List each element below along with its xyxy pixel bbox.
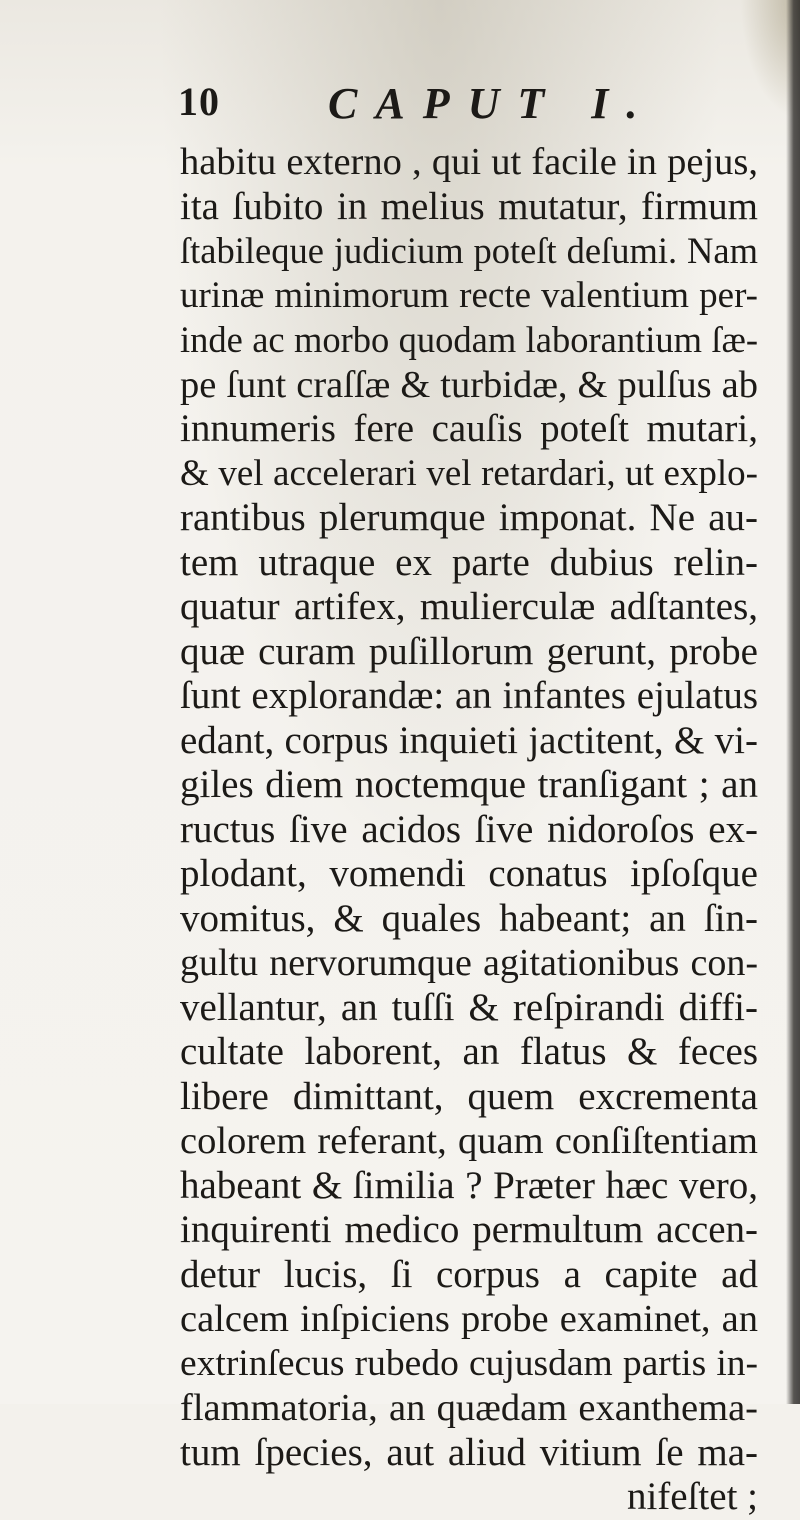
text-line: cultate laborent, an flatus & feces	[180, 1030, 758, 1073]
text-line: habeant & ſimilia ? Præter hæc vero,	[180, 1163, 758, 1207]
text-line: giles diem noctemque tranſigant ; an	[180, 763, 758, 806]
text-line: plodant, vomendi conatus ipſoſque	[180, 852, 758, 895]
text-line: ita ſubito in melius mutatur, firmum	[180, 184, 758, 228]
text-line: calcem inſpiciens probe examinet, an	[180, 1298, 758, 1340]
text-line: ructus ſive acidos ſive nidoroſos ex-	[180, 807, 758, 851]
text-line: & vel accelerari vel retardari, ut explo-	[180, 452, 758, 494]
text-line: inquirenti medico permultum accen-	[180, 1208, 758, 1251]
text-line: urinæ minimorum recte valentium per-	[180, 274, 758, 316]
text-line: gultu nervorumque agitationibus con-	[180, 942, 758, 984]
page-number: 10	[178, 79, 220, 124]
text-line: detur lucis, ſi corpus a capite ad	[180, 1252, 758, 1296]
text-line: nifeſtet ;	[626, 1475, 758, 1518]
text-line: quæ curam puſillorum gerunt, probe	[180, 629, 758, 673]
text-line: inde ac morbo quodam laborantium ſæ-	[180, 319, 758, 360]
page-edge-shadow	[786, 0, 800, 1404]
text-line: rantibus plerumque imponat. Ne au-	[180, 496, 758, 539]
text-line: colorem referant, quam conſiſtentiam	[180, 1120, 758, 1162]
text-line: libere dimittant, quem excrementa	[180, 1074, 758, 1118]
text-line: habitu externo , qui ut facile in pejus,	[180, 141, 758, 183]
text-line: vellantur, an tuſſi & reſpirandi diffi-	[180, 985, 758, 1029]
text-line: flammatoria, an quædam exanthema-	[180, 1387, 758, 1429]
text-line: tum ſpecies, aut aliud vitium ſe ma-	[180, 1430, 758, 1474]
text-line: ſtabileque judicium poteſt deſumi. Nam	[180, 230, 758, 271]
chapter-title: CAPUT I.	[328, 79, 656, 128]
running-head	[178, 78, 758, 128]
text-line: vomitus, & quales habeant; an ſin-	[180, 896, 758, 940]
text-line: tem utraque ex parte dubius relin-	[180, 540, 758, 584]
text-line: ſunt explorandæ: an infantes ejulatus	[180, 674, 758, 717]
body-text	[180, 140, 758, 1520]
text-line: extrinſecus rubedo cujusdam partis in-	[180, 1342, 758, 1384]
text-line: quatur artifex, mulierculæ adſtantes,	[180, 585, 758, 628]
text-line: innumeris fere cauſis poteſt mutari,	[180, 407, 758, 450]
text-line: pe ſunt craſſæ & turbidæ, & pulſus ab	[180, 363, 758, 406]
text-line: edant, corpus inquieti jactitent, & vi-	[180, 718, 758, 762]
